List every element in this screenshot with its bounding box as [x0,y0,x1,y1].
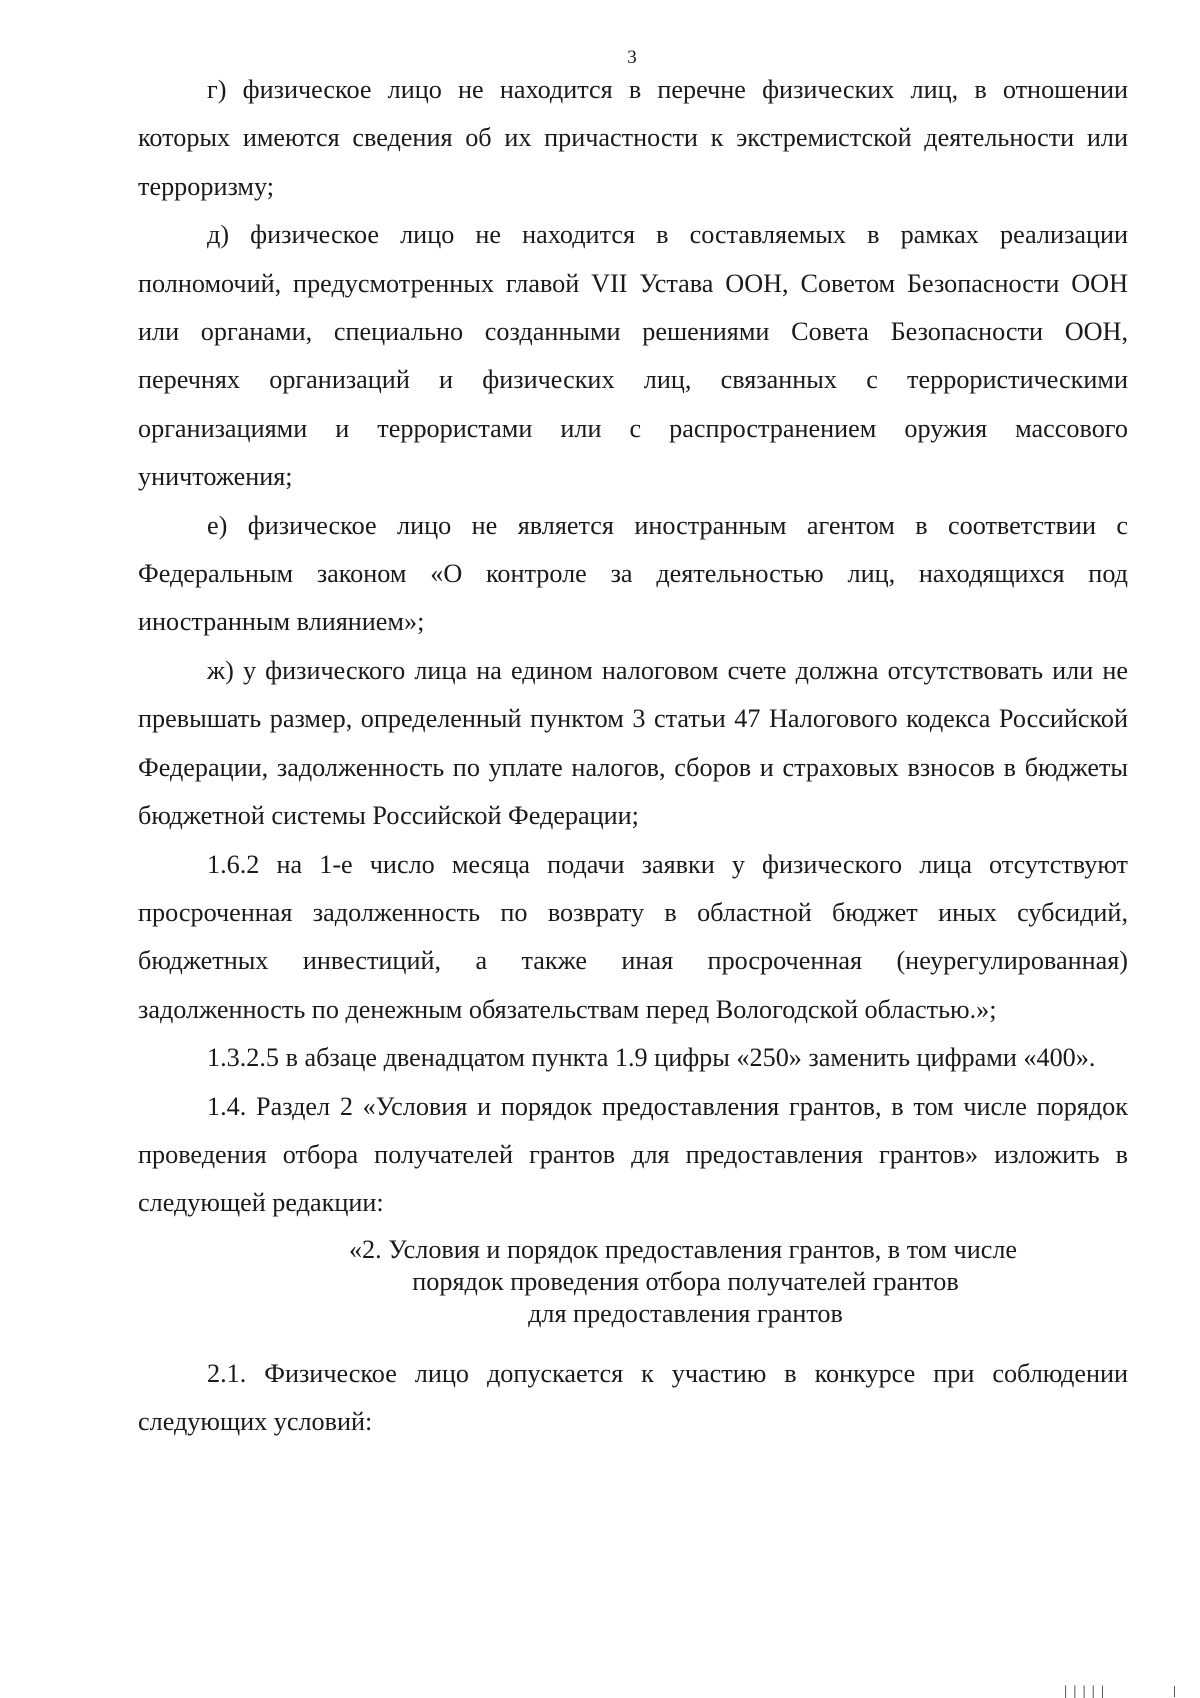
section-heading-line-3: для предоставления грантов [528,1298,843,1328]
paragraph-1-4: 1.4. Раздел 2 «Условия и порядок предоставления грантов, в том числе порядок проведения отбора получателей грантов для предоставления грантов» изложить в следующей редакции: [138,1091,1128,1218]
paragraph-d: д) физическое лицо не находится в составляемых в рамках реализации полномочий, предусмотренных главой VII Устава ООН, Советом Безопасности ООН или органами, специально созданными решениями Совета Безопасности ООН, перечнях организаций и физических лиц, связанных с террористическими организациями и террористами или с распространением оружия массового уничтожения; [138,220,1128,492]
scan-edge-marks: ||||| [1062,1684,1109,1698]
scan-edge-tick [1174,1686,1175,1697]
section-heading-line-2: порядок проведения отбора получателей грантов [412,1266,959,1296]
paragraph-2-1: 2.1. Физическое лицо допускается к участию в конкурсе при соблюдении следующих условий: [138,1358,1128,1437]
page-number: 3 [627,47,637,68]
paragraph-1-3-2-5: 1.3.2.5 в абзаце двенадцатом пункта 1.9 цифры «250» заменить цифрами «400». [207,1043,1096,1073]
paragraph-e: е) физическое лицо не является иностранным агентом в соответствии с Федеральным законом «О контроле за деятельностью лиц, находящихся под иностранным влиянием»; [138,510,1128,637]
section-heading [138,1234,1128,1330]
section-heading-line-1: «2. Условия и порядок предоставления грантов, в том числе [348,1234,1018,1264]
paragraph-g: г) физическое лицо не находится в перечне физических лиц, в отношении которых имеются сведения об их причастности к экстремистской деятельности или терроризму; [138,75,1128,201]
paragraph-zh: ж) у физического лица на едином налоговом счете должна отсутствовать или не превышать размер, определенный пунктом 3 статьи 47 Налогового кодекса Российской Федерации, задолженность по уплате налогов, сборов и страховых взносов в бюджеты бюджетной системы Российской Федерации; [138,655,1128,831]
paragraph-1-6-2: 1.6.2 на 1-е число месяца подачи заявки у физического лица отсутствуют просроченная задолженность по возврату в областной бюджет иных субсидий, бюджетных инвестиций, а также иная просроченная (неурегулированная) задолженность по денежным обязательствам перед Вологодской областью.»; [138,849,1128,1024]
document-body [138,66,1128,1447]
